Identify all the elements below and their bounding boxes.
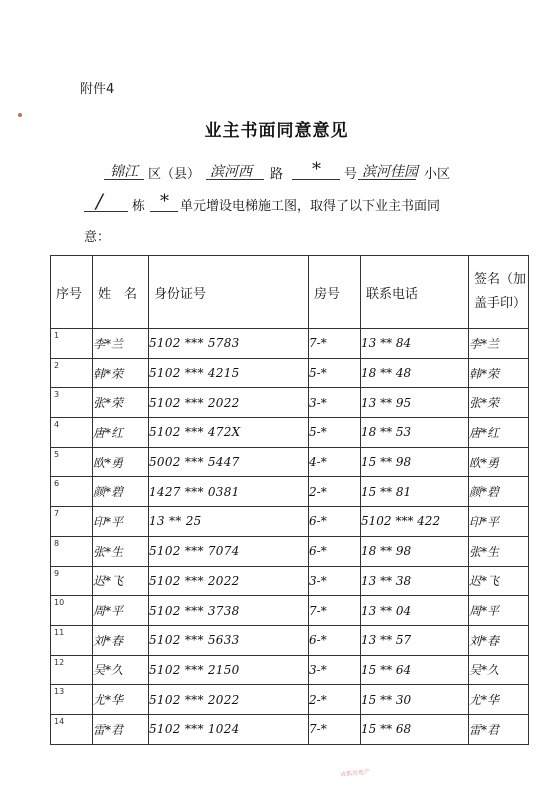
owner-signature: 颜*碧 <box>469 477 529 507</box>
owner-name: 周*平 <box>93 596 149 626</box>
owner-signature: 张*荣 <box>469 388 529 418</box>
phone-number: 15 ** 98 <box>361 447 469 477</box>
room-number: 5-* <box>309 418 361 448</box>
row-number-cell <box>51 507 93 537</box>
phone-number: 13 ** 84 <box>361 329 469 359</box>
owner-name: 颜*碧 <box>93 477 149 507</box>
owner-name: 韩*荣 <box>93 358 149 388</box>
phone-number: 13 ** 38 <box>361 566 469 596</box>
id-number: 5102 *** 2150 <box>149 655 309 685</box>
owner-name: 印*平 <box>93 507 149 537</box>
row-number: 4 <box>54 420 60 430</box>
table-row <box>51 714 529 744</box>
number-value: * <box>312 159 321 180</box>
phone-number: 13 ** 04 <box>361 596 469 626</box>
road-value: 滨河西 <box>210 164 252 180</box>
row-number-cell <box>51 596 93 626</box>
room-number: 2-* <box>309 477 361 507</box>
id-number: 13 ** 25 <box>149 507 309 537</box>
id-number: 5102 *** 5783 <box>149 329 309 359</box>
annex-label: 附件4 <box>80 82 115 97</box>
id-number: 1427 *** 0381 <box>149 477 309 507</box>
phone-number: 5102 *** 422 <box>361 507 469 537</box>
phone-number: 15 ** 30 <box>361 685 469 715</box>
phone-number: 15 ** 64 <box>361 655 469 685</box>
community-underline <box>358 179 416 180</box>
owner-name: 张*荣 <box>93 388 149 418</box>
row-number-cell <box>51 329 93 359</box>
owner-signature: 雷*君 <box>469 714 529 744</box>
id-number: 5102 *** 4215 <box>149 358 309 388</box>
row-number-cell <box>51 447 93 477</box>
community-suffix: 小区 <box>424 167 451 182</box>
row-number-cell <box>51 388 93 418</box>
number-suffix: 号 <box>344 167 358 182</box>
header-room: 房号 <box>309 256 361 329</box>
owner-signature: 周*平 <box>469 596 529 626</box>
room-number: 3-* <box>309 388 361 418</box>
row-number-cell <box>51 536 93 566</box>
number-underline <box>292 179 340 180</box>
id-number: 5102 *** 7074 <box>149 536 309 566</box>
row-number: 12 <box>54 657 65 667</box>
room-number: 7-* <box>309 714 361 744</box>
row-number-cell <box>51 685 93 715</box>
room-number: 4-* <box>309 447 361 477</box>
document-title: 业主书面同意意见 <box>204 121 349 141</box>
table-row <box>51 447 529 477</box>
community-value: 滨河佳园 <box>362 164 418 180</box>
owner-name: 吴*久 <box>93 655 149 685</box>
row-number: 13 <box>54 687 65 697</box>
table-row <box>51 566 529 596</box>
row-number: 1 <box>54 331 60 340</box>
id-number: 5102 *** 1024 <box>149 714 309 744</box>
table-row <box>51 418 529 448</box>
id-number: 5102 *** 2022 <box>149 566 309 596</box>
district-suffix: 区（县） <box>148 167 201 182</box>
owner-signature: 韩*荣 <box>469 358 529 388</box>
table-row <box>51 477 529 507</box>
owner-signature: 刘*春 <box>469 625 529 655</box>
building-suffix: 栋 <box>132 199 146 214</box>
building-underline <box>84 211 128 212</box>
header-signature: 签名（加盖手印） <box>469 256 529 329</box>
row-number: 7 <box>54 509 60 519</box>
continuation-line <box>0 224 553 246</box>
table-row <box>51 536 529 566</box>
owner-name: 李*兰 <box>93 329 149 359</box>
owner-signature: 迟*飞 <box>469 566 529 596</box>
owner-signature: 尤*华 <box>469 685 529 715</box>
owner-name: 张*生 <box>93 536 149 566</box>
table-row <box>51 655 529 685</box>
room-number: 3-* <box>309 655 361 685</box>
table-row <box>51 507 529 537</box>
table-row <box>51 685 529 715</box>
room-number: 6-* <box>309 536 361 566</box>
row-number-cell <box>51 655 93 685</box>
row-number-cell <box>51 477 93 507</box>
owner-signature: 李*兰 <box>469 329 529 359</box>
room-number: 3-* <box>309 566 361 596</box>
owner-name: 刘*春 <box>93 625 149 655</box>
road-underline <box>206 179 264 180</box>
phone-number: 15 ** 81 <box>361 477 469 507</box>
room-number: 6-* <box>309 507 361 537</box>
row-number: 11 <box>54 627 65 637</box>
phone-number: 13 ** 95 <box>361 388 469 418</box>
row-number-cell <box>51 566 93 596</box>
unit-underline <box>150 211 178 212</box>
table-row <box>51 358 529 388</box>
address-line <box>0 161 553 183</box>
id-number: 5102 *** 2022 <box>149 685 309 715</box>
header-no: 序号 <box>51 256 93 329</box>
row-number: 10 <box>54 598 65 608</box>
owner-consent-table <box>50 255 529 745</box>
table-row <box>51 388 529 418</box>
table-row <box>51 596 529 626</box>
header-phone: 联系电话 <box>361 256 469 329</box>
row-number: 3 <box>54 390 60 400</box>
row-number: 6 <box>54 479 60 489</box>
owner-name: 尤*华 <box>93 685 149 715</box>
continuation-text: 意： <box>84 230 111 245</box>
owner-signature: 唐*红 <box>469 418 529 448</box>
road-suffix: 路 <box>270 167 284 182</box>
district-value: 锦江 <box>110 164 138 180</box>
phone-number: 13 ** 57 <box>361 625 469 655</box>
row-number: 2 <box>54 360 60 370</box>
id-number: 5102 *** 3738 <box>149 596 309 626</box>
room-number: 5-* <box>309 358 361 388</box>
owner-name: 欧*勇 <box>93 447 149 477</box>
id-number: 5102 *** 472X <box>149 418 309 448</box>
table-header-row <box>51 256 529 329</box>
id-number: 5102 *** 5633 <box>149 625 309 655</box>
table-row <box>51 625 529 655</box>
watermark-stamp: 成都房地产 <box>339 768 371 779</box>
row-number: 8 <box>54 538 60 548</box>
room-number: 2-* <box>309 685 361 715</box>
owner-signature: 张*生 <box>469 536 529 566</box>
unit-value: * <box>160 191 169 212</box>
building-line <box>0 189 553 215</box>
owner-name: 雷*君 <box>93 714 149 744</box>
header-name: 姓 名 <box>93 256 149 329</box>
phone-number: 18 ** 53 <box>361 418 469 448</box>
district-underline <box>104 179 144 180</box>
row-number-cell <box>51 714 93 744</box>
owner-signature: 吴*久 <box>469 655 529 685</box>
unit-suffix: 单元增设电梯施工图，取得了以下业主书面同 <box>180 199 441 214</box>
owner-signature: 欧*勇 <box>469 447 529 477</box>
owner-name: 迟*飞 <box>93 566 149 596</box>
row-number: 9 <box>54 568 60 578</box>
phone-number: 15 ** 68 <box>361 714 469 744</box>
id-number: 5002 *** 5447 <box>149 447 309 477</box>
building-value: / <box>96 189 103 213</box>
row-number: 14 <box>54 716 65 726</box>
owner-name: 唐*红 <box>93 418 149 448</box>
phone-number: 18 ** 48 <box>361 358 469 388</box>
phone-number: 18 ** 98 <box>361 536 469 566</box>
room-number: 6-* <box>309 625 361 655</box>
row-number-cell <box>51 358 93 388</box>
room-number: 7-* <box>309 329 361 359</box>
header-id: 身份证号 <box>149 256 309 329</box>
table-row <box>51 329 529 359</box>
row-number: 5 <box>54 449 60 459</box>
row-number-cell <box>51 625 93 655</box>
room-number: 7-* <box>309 596 361 626</box>
owner-signature: 印*平 <box>469 507 529 537</box>
row-number-cell <box>51 418 93 448</box>
id-number: 5102 *** 2022 <box>149 388 309 418</box>
